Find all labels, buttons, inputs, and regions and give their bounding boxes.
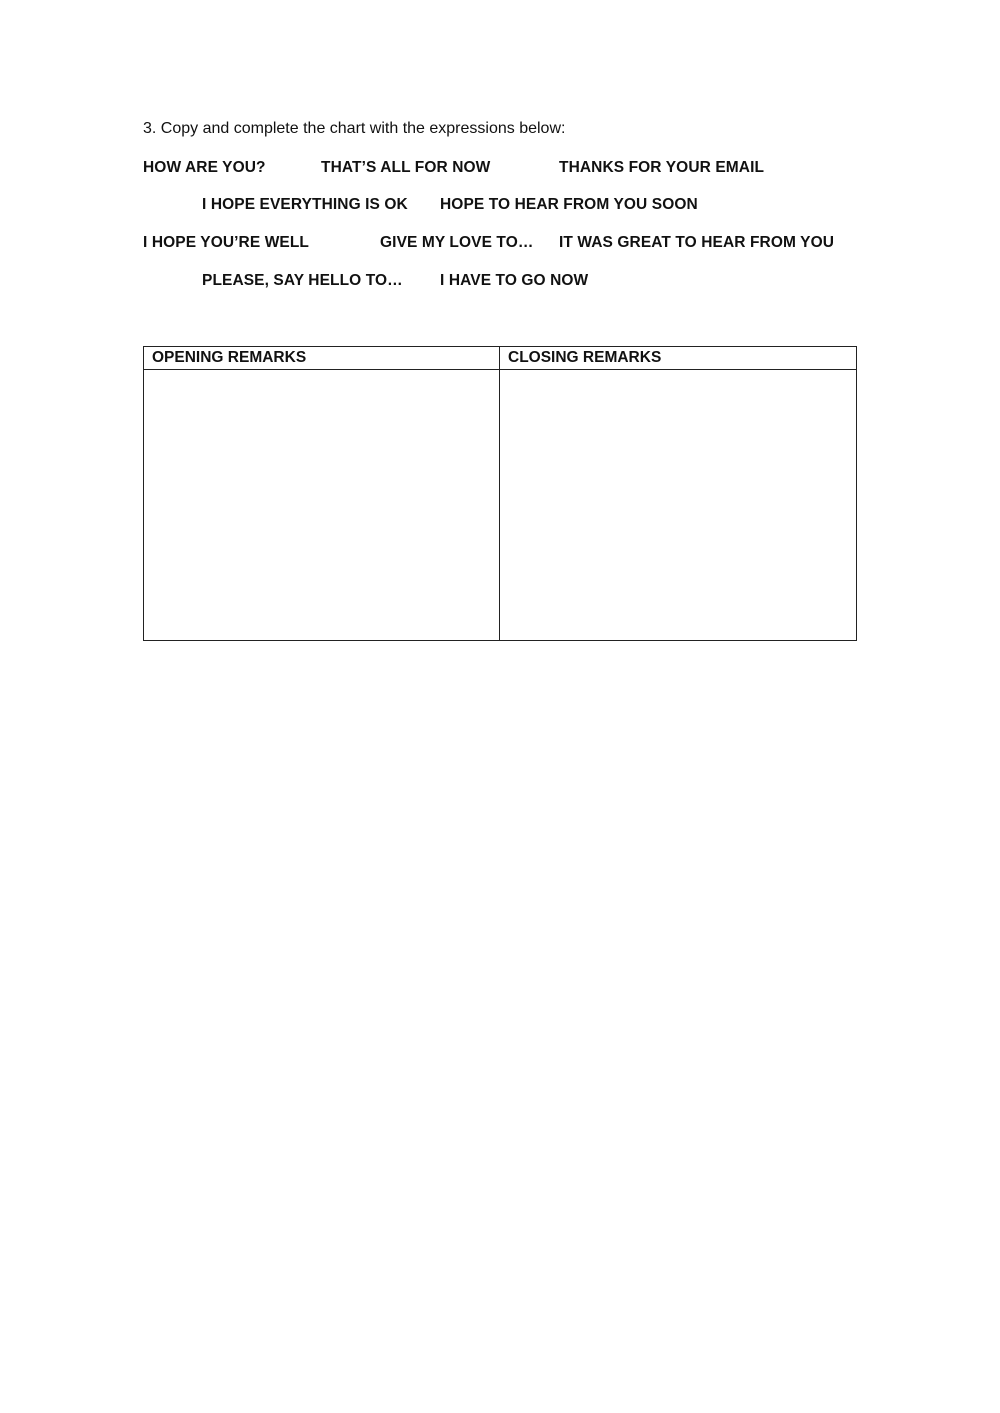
opening-remarks-cell[interactable] xyxy=(144,370,499,640)
expression-please-say-hello-to: PLEASE, SAY HELLO TO… xyxy=(202,272,403,289)
expression-thats-all-for-now: THAT’S ALL FOR NOW xyxy=(321,159,491,176)
expression-it-was-great-to-hear-from-you: IT WAS GREAT TO HEAR FROM YOU xyxy=(559,234,835,251)
header-opening-remarks: OPENING REMARKS xyxy=(152,349,307,366)
expression-thanks-for-your-email: THANKS FOR YOUR EMAIL xyxy=(559,159,765,176)
remarks-chart xyxy=(143,346,857,641)
expression-give-my-love-to: GIVE MY LOVE TO… xyxy=(380,234,534,251)
header-closing-remarks: CLOSING REMARKS xyxy=(508,349,662,366)
instruction-text: 3. Copy and complete the chart with the expressions below: xyxy=(143,120,566,137)
expression-how-are-you: HOW ARE YOU? xyxy=(143,159,266,176)
expression-i-hope-youre-well: I HOPE YOU’RE WELL xyxy=(143,234,310,251)
closing-remarks-cell[interactable] xyxy=(500,370,856,640)
expression-i-hope-everything-is-ok: I HOPE EVERYTHING IS OK xyxy=(202,196,408,213)
expression-i-have-to-go-now: I HAVE TO GO NOW xyxy=(440,272,589,289)
expression-hope-to-hear-from-you-soon: HOPE TO HEAR FROM YOU SOON xyxy=(440,196,698,213)
